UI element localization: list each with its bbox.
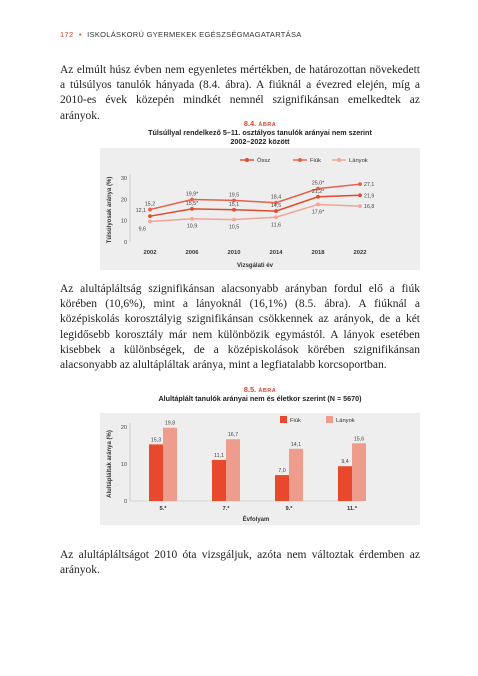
overweight-line-chart [100,148,420,270]
legend-marker-fiúk [298,158,302,162]
data-point [316,203,320,207]
x-tick-label: 2022 [353,250,367,256]
legend-marker-össz [245,158,249,162]
data-label: 18,4 [270,194,282,201]
bar-fiúk [149,444,163,501]
data-label: 21,9 [364,193,375,200]
legend-swatch-lányok [326,416,333,423]
bar-chart-panel [100,413,420,525]
data-label: 25,0* [311,180,325,187]
data-label: 17,6* [311,209,325,216]
data-point [358,204,362,208]
y-tick-label: 30 [120,176,127,182]
figure-number: 8.4. ÁBRA [243,119,277,128]
data-label: 19,5 [228,192,240,199]
bar-lányok [226,439,240,501]
bar-value-label: 11,1 [214,452,224,459]
data-point [190,207,194,211]
y-tick-label: 0 [123,499,127,505]
line-chart-panel [100,148,420,270]
figure-title: Túlsúllyal rendelkező 5–11. osztályos tanulók arányai nem szerint [148,128,372,137]
x-tick-label: 2014 [269,250,283,256]
data-label: 12,1 [135,208,146,215]
y-tick-label: 0 [123,240,127,246]
data-point [190,217,194,221]
x-tick-label: 5.* [159,506,167,512]
bar-value-label: 15,6 [353,436,365,443]
x-axis-label: Évfolyam [242,517,270,523]
figure-8-5-caption [100,385,420,403]
bar-value-label: 7,0 [278,468,286,475]
legend-label-össz: Össz [257,158,271,164]
underweight-bar-chart [100,413,420,525]
data-label: 14,5 [270,203,282,210]
figure-title: Alultáplált tanulók arányai nem és életkor szerint (N = 5670) [158,394,362,403]
bar-value-label: 16,7 [227,432,239,439]
paragraph-3: Az alultápláltságot 2010 óta vizsgáljuk, azóta nem változtak érdemben az arányok. [60,549,420,577]
data-label: 15,5* [185,200,199,207]
x-axis-label: Vizsgálati év [237,263,273,269]
running-header [60,30,302,39]
legend-swatch-fiúk [280,416,287,423]
data-label: 21,2* [311,188,325,195]
data-label: 10,5 [228,224,240,231]
y-tick-label: 20 [120,425,127,431]
legend-label-fiúk: Fiúk [310,158,321,164]
x-tick-label: 7.* [222,506,230,512]
data-point [148,214,152,218]
bar-value-label: 15,3 [150,437,162,444]
header-separator: • [78,30,82,39]
data-label: 19,9* [185,191,199,198]
bar-value-label: 14,1 [290,441,302,448]
figure-number: 8.5. ÁBRA [243,385,277,394]
y-tick-label: 10 [120,218,127,225]
page-number: 172 [60,30,74,39]
paragraph-1: Az elmúlt húsz évben nem egyenletes mértékben, de határozottan növekedett a túlsúlyos tanulók hányada (8.4. ábra). A fiúknál a évezred elején, míg a 2010-es évek közepén mindkét nemnél szignifikánsan emelkedtek az arányok. [60,64,420,122]
y-tick-label: 20 [120,197,127,204]
data-point [148,208,152,212]
data-label: 27,1 [364,182,375,189]
data-point [274,209,278,213]
data-label: 16,8 [364,204,375,211]
x-tick-label: 9.* [285,506,293,512]
bar-value-label: 9,4 [341,459,349,466]
data-point [274,215,278,219]
x-tick-label: 2018 [311,250,325,256]
legend-label-lányok: Lányok [349,158,368,164]
figure-8-4-caption [100,119,420,146]
data-point [232,218,236,222]
y-axis-label: Alultápláltak aránya (%) [107,430,113,498]
data-point [358,193,362,197]
bar-value-label: 19,8 [164,420,176,427]
x-tick-label: 2002 [143,250,157,256]
legend-label-fiúk: Fiúk [290,418,301,424]
legend-label-lányok: Lányok [336,418,355,424]
data-point [316,195,320,199]
y-tick-label: 10 [120,462,127,468]
running-title: ISKOLÁSKORÚ GYERMEKEK EGÉSZSÉGMAGATARTÁSA [87,30,302,39]
legend-marker-lányok [337,158,341,162]
x-tick-label: 2010 [227,250,241,256]
paragraph-2: Az alultápláltság szignifikánsan alacsonyabb arányban fordul elő a fiúk körében (10,6%), mint a lányoknál (16,1%) (8.5. ábra). A fiúknál a középiskolás korosztályig szignifikánsan csökkennek az arányok, de a két legidősebb korosztály már nem különbözik egymástól. A lányok esetében kisebbek a különbségek, de a középiskolások körében szignifikánsan alacsonyabb az alultápláltak aránya, mint a legfiatalabb korcsoportban. [60,283,420,372]
data-label: 15,2 [144,201,156,208]
data-label: 10,9 [186,223,198,230]
bar-lányok [289,449,303,501]
data-label: 15,1 [228,201,240,208]
series-line-össz [150,195,360,216]
bar-fiúk [212,460,226,501]
y-axis-label: Túlsúlyosak aránya (%) [107,176,113,244]
data-point [232,208,236,212]
bar-fiúk [338,466,352,501]
bar-lányok [163,428,177,501]
data-label: 11,6 [271,222,281,229]
data-point [358,182,362,186]
x-tick-label: 2006 [185,250,199,256]
bar-fiúk [275,475,289,501]
data-label: 9,6 [138,226,146,233]
data-point [148,220,152,224]
x-tick-label: 11.* [347,506,357,512]
bar-lányok [352,443,366,501]
figure-title-line2: 2002–2022 között [230,137,290,146]
